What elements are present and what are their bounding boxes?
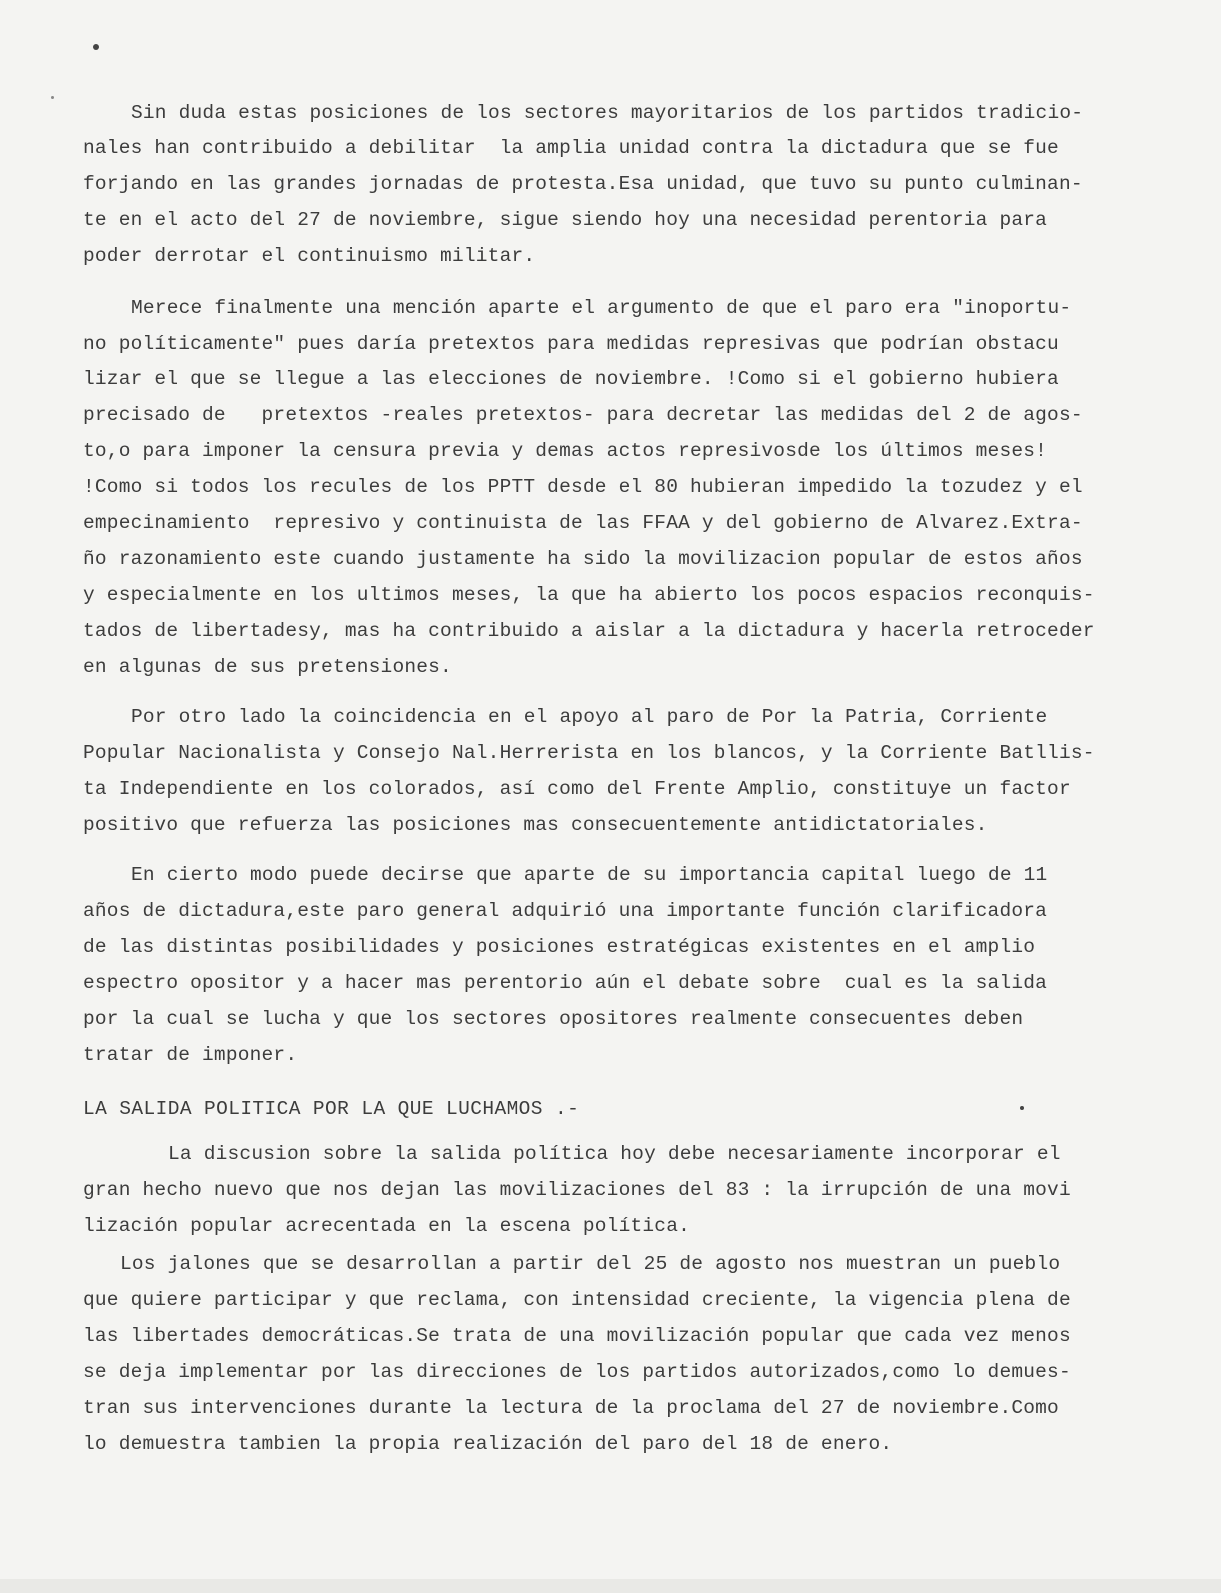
text-line: nales han contribuido a debilitar la amplia unidad contra la dictadura que se fue bbox=[83, 137, 1059, 159]
section-heading: LA SALIDA POLITICA POR LA QUE LUCHAMOS .- bbox=[83, 1098, 580, 1120]
text-line: Popular Nacionalista y Consejo Nal.Herrerista en los blancos, y la Corriente Batllis- bbox=[83, 742, 1095, 764]
text-line: to,o para imponer la censura previa y demas actos represivosde los últimos meses! bbox=[83, 440, 1048, 462]
text-line: Sin duda estas posiciones de los sectores mayoritarios de los partidos tradicio- bbox=[131, 102, 1084, 124]
text-line: lizar el que se llegue a las elecciones de noviembre. !Como si el gobierno hubiera bbox=[83, 368, 1059, 390]
paper-speck bbox=[1020, 1106, 1024, 1110]
text-line: positivo que refuerza las posiciones mas consecuentemente antidictatoriales. bbox=[83, 814, 988, 836]
text-line: empecinamiento represivo y continuista de las FFAA y del gobierno de Alvarez.Extra- bbox=[83, 512, 1083, 534]
paper-speck bbox=[93, 44, 99, 50]
text-line: tratar de imponer. bbox=[83, 1044, 298, 1066]
text-line: y especialmente en los ultimos meses, la que ha abierto los pocos espacios reconquis- bbox=[83, 584, 1095, 606]
text-line: se deja implementar por las direcciones de los partidos autorizados,como lo demues- bbox=[83, 1361, 1071, 1383]
paper-speck bbox=[51, 96, 54, 99]
text-line: ño razonamiento este cuando justamente ha sido la movilizacion popular de estos años bbox=[83, 548, 1083, 570]
text-line: Merece finalmente una mención aparte el argumento de que el paro era "inoportu- bbox=[131, 297, 1072, 319]
page-edge bbox=[0, 1579, 1221, 1593]
text-line: las libertades democráticas.Se trata de una movilización popular que cada vez menos bbox=[83, 1325, 1071, 1347]
text-line: ta Independiente en los colorados, así como del Frente Amplio, constituye un factor bbox=[83, 778, 1071, 800]
text-line: espectro opositor y a hacer mas perentorio aún el debate sobre cual es la salida bbox=[83, 972, 1048, 994]
text-line: tran sus intervenciones durante la lectura de la proclama del 27 de noviembre.Como bbox=[83, 1397, 1059, 1419]
text-line: La discusion sobre la salida política hoy debe necesariamente incorporar el bbox=[168, 1143, 1061, 1165]
text-line: tados de libertadesy, mas ha contribuido a aislar a la dictadura y hacerla retroceder bbox=[83, 620, 1095, 642]
text-line: lización popular acrecentada en la escena política. bbox=[83, 1215, 690, 1237]
text-line: Por otro lado la coincidencia en el apoyo al paro de Por la Patria, Corriente bbox=[131, 706, 1048, 728]
text-line: de las distintas posibilidades y posiciones estratégicas existentes en el amplio bbox=[83, 936, 1036, 958]
text-line: en algunas de sus pretensiones. bbox=[83, 656, 452, 678]
text-line: años de dictadura,este paro general adquirió una importante función clarificadora bbox=[83, 900, 1048, 922]
text-line: que quiere participar y que reclama, con intensidad creciente, la vigencia plena de bbox=[83, 1289, 1071, 1311]
text-line: En cierto modo puede decirse que aparte de su importancia capital luego de 11 bbox=[131, 864, 1048, 886]
text-line: forjando en las grandes jornadas de protesta.Esa unidad, que tuvo su punto culminan- bbox=[83, 173, 1083, 195]
text-line: te en el acto del 27 de noviembre, sigue siendo hoy una necesidad perentoria para bbox=[83, 209, 1048, 231]
text-line: precisado de pretextos -reales pretextos- para decretar las medidas del 2 de agos- bbox=[83, 404, 1083, 426]
text-line: lo demuestra tambien la propia realización del paro del 18 de enero. bbox=[83, 1433, 893, 1455]
text-line: no políticamente" pues daría pretextos para medidas represivas que podrían obstacu bbox=[83, 333, 1059, 355]
text-line: gran hecho nuevo que nos dejan las movilizaciones del 83 : la irrupción de una movi bbox=[83, 1179, 1071, 1201]
text-line: poder derrotar el continuismo militar. bbox=[83, 245, 536, 267]
text-line: !Como si todos los recules de los PPTT desde el 80 hubieran impedido la tozudez y el bbox=[83, 476, 1083, 498]
text-line: Los jalones que se desarrollan a partir del 25 de agosto nos muestran un pueblo bbox=[120, 1253, 1061, 1275]
text-line: por la cual se lucha y que los sectores opositores realmente consecuentes deben bbox=[83, 1008, 1024, 1030]
